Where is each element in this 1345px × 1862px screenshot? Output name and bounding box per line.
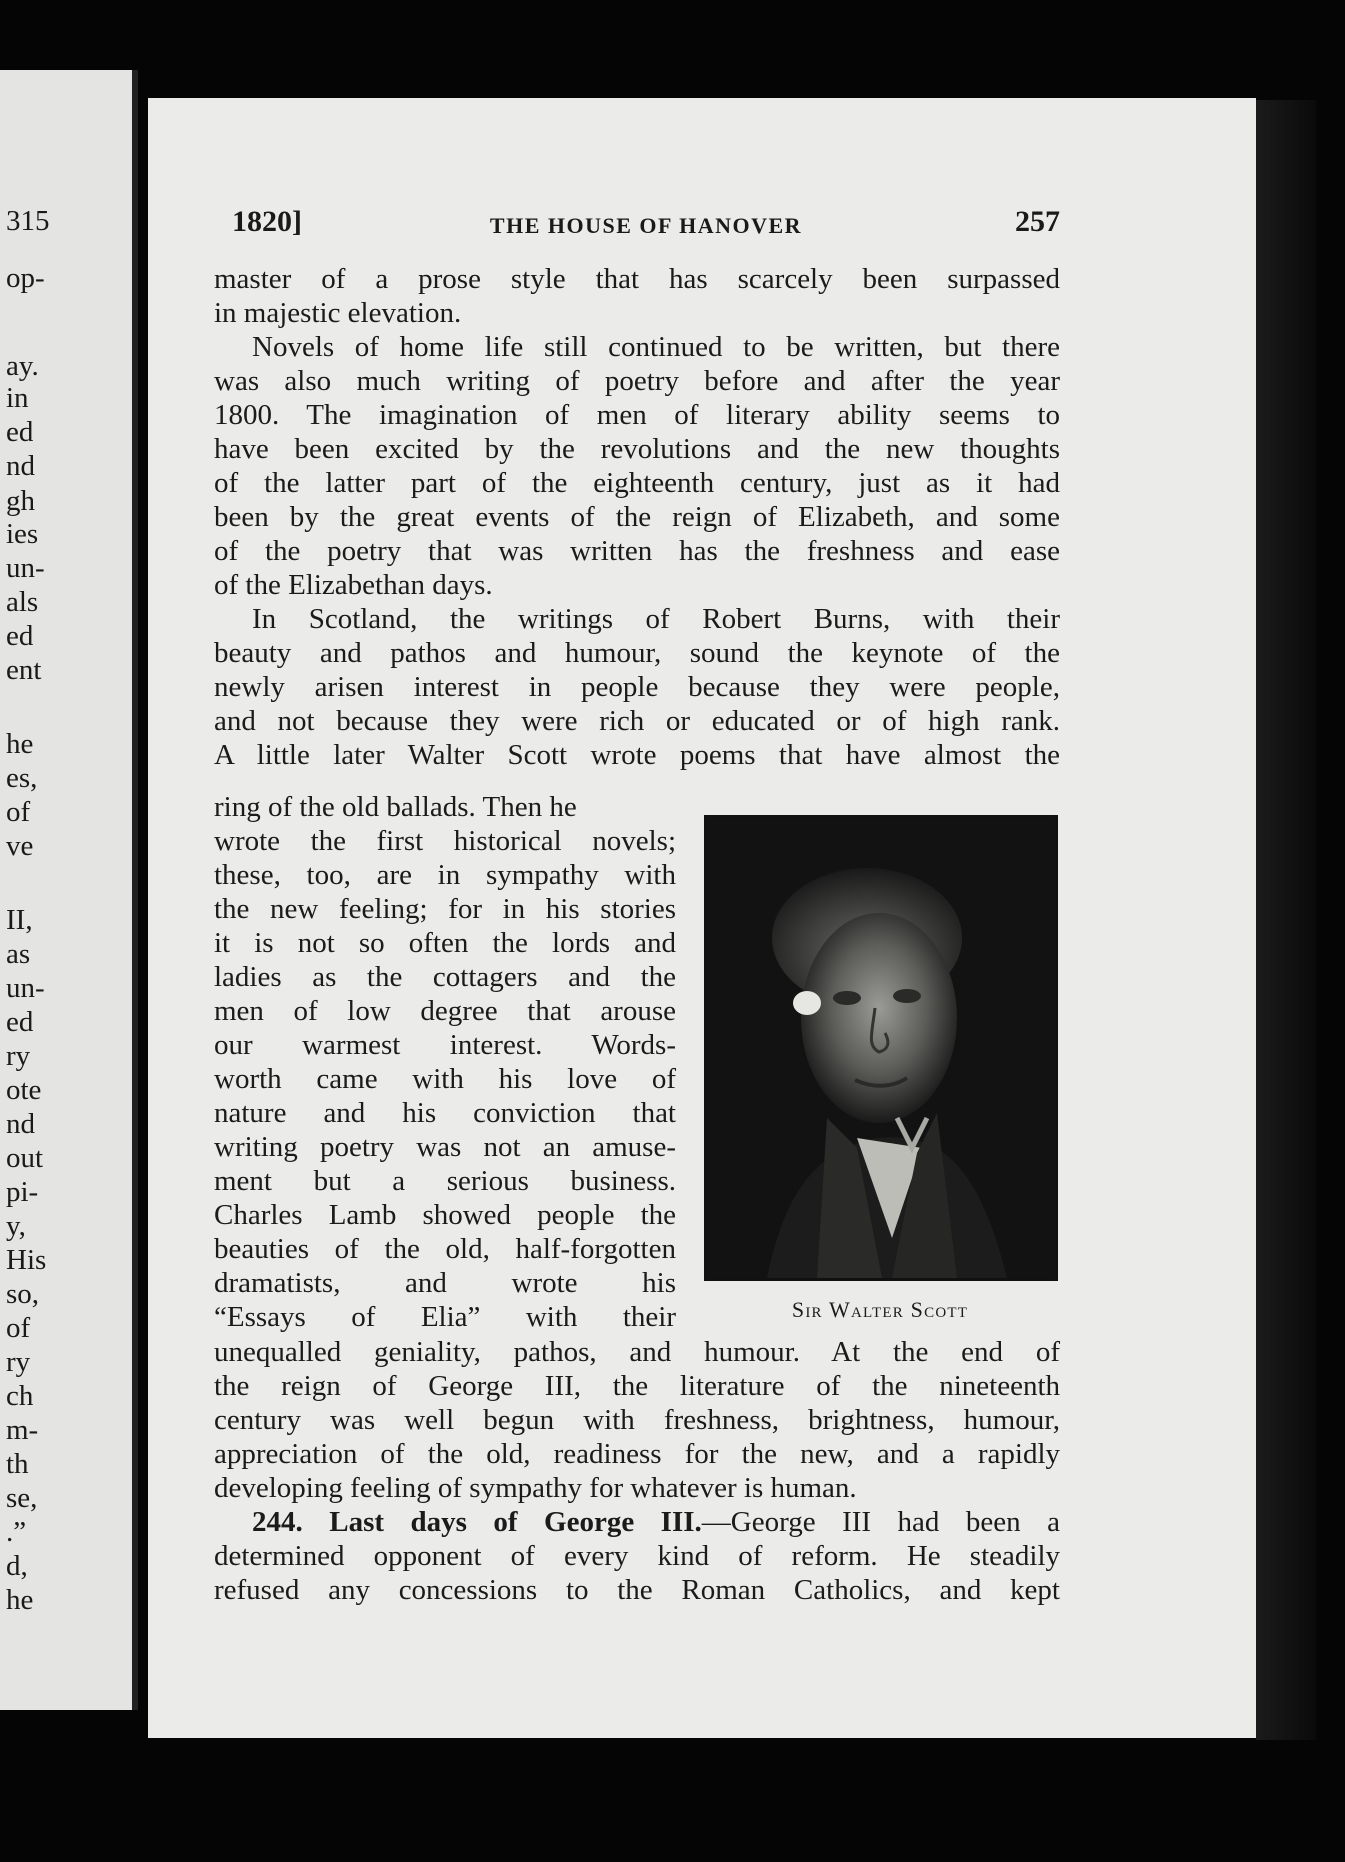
body-text-bottom (214, 1335, 1060, 1607)
text-line: beauty and pathos and humour, sound the keynote of the (214, 637, 1060, 669)
text-line: of the Elizabethan days. (214, 569, 493, 601)
left-page-fragment: he (6, 728, 34, 760)
text-line: worth came with his love of (214, 1063, 676, 1095)
left-page-fragment: ch (6, 1380, 34, 1412)
text-line: ment but a serious business. (214, 1165, 676, 1197)
left-page-fragment: ve (6, 830, 34, 862)
text-line: wrote the first historical novels; (214, 825, 676, 857)
text-line: beauties of the old, half-forgotten (214, 1233, 676, 1265)
page-edge-shadow (1256, 100, 1316, 1740)
text-line: of the poetry that was written has the freshness and ease (214, 535, 1060, 567)
text-line: Novels of home life still continued to be written, but there (252, 331, 1060, 363)
left-page-fragment: His (6, 1244, 47, 1276)
text-line: determined opponent of every kind of reform. He steadily (214, 1540, 1060, 1572)
text-line: the new feeling; for in his stories (214, 893, 676, 925)
text-line: it is not so often the lords and (214, 927, 676, 959)
left-page-fragment: 315 (6, 205, 50, 237)
text-line: master of a prose style that has scarcely been surpassed (214, 263, 1060, 295)
left-page-fragment: ed (6, 416, 34, 448)
text-line: “Essays of Elia” with their (214, 1301, 676, 1333)
text-line: of the latter part of the eighteenth century, just as it had (214, 467, 1060, 499)
section-heading-continuation: —George III had been a (701, 1506, 1060, 1538)
left-page-fragment: .” (6, 1516, 27, 1548)
section-heading: Last days of George III. (329, 1506, 702, 1538)
left-page-fragment: als (6, 586, 39, 618)
text-line: men of low degree that arouse (214, 995, 676, 1027)
text-line: refused any concessions to the Roman Catholics, and kept (214, 1574, 1060, 1606)
left-page-fragment: ry (6, 1346, 31, 1378)
left-page-fragment: m- (6, 1414, 39, 1446)
portrait-image (704, 815, 1058, 1281)
header-title: THE HOUSE OF HANOVER (489, 213, 803, 238)
left-page-fragment: nd (6, 1108, 35, 1140)
left-page-fragment: nd (6, 450, 35, 482)
text-line: ring of the old ballads. Then he (214, 791, 577, 823)
header-year: 1820] (232, 205, 302, 238)
body-text-wrapped (214, 790, 676, 1334)
body-text-top (214, 262, 1060, 772)
running-header (232, 205, 1060, 245)
text-line: dramatists, and wrote his (214, 1267, 676, 1299)
left-page-fragment: ed (6, 1006, 34, 1038)
left-page-fragment: pi- (6, 1176, 39, 1208)
left-page-fragment: un- (6, 552, 45, 584)
left-page-fragment: as (6, 938, 31, 970)
text-line: was also much writing of poetry before and after the year (214, 365, 1060, 397)
text-line: In Scotland, the writings of Robert Burns, with their (252, 603, 1060, 635)
left-page-fragment: d, (6, 1550, 28, 1582)
text-line: and not because they were rich or educated or of high rank. (214, 705, 1060, 737)
text-line: developing feeling of sympathy for whatever is human. (214, 1472, 857, 1504)
left-page-fragment: in (6, 382, 29, 414)
figure-caption: Sir Walter Scott (791, 1297, 969, 1322)
left-page-fragment: th (6, 1448, 29, 1480)
text-line: in majestic elevation. (214, 297, 462, 329)
text-line: unequalled geniality, pathos, and humour. At the end of (214, 1336, 1060, 1368)
left-page-fragment: op- (6, 262, 45, 294)
text-line: century was well begun with freshness, brightness, humour, (214, 1404, 1060, 1436)
left-page-fragment: he (6, 1584, 34, 1616)
text-line: have been excited by the revolutions and the new thoughts (214, 433, 1060, 465)
section-heading-line (214, 1505, 1060, 1539)
page-number: 257 (1015, 205, 1060, 238)
text-line: appreciation of the old, readiness for the new, and a rapidly (214, 1438, 1060, 1470)
left-page-fragment: es, (6, 762, 38, 794)
text-line: been by the great events of the reign of Elizabeth, and some (214, 501, 1060, 533)
left-page-fragment: ote (6, 1074, 42, 1106)
text-line: our warmest interest. Words- (214, 1029, 676, 1061)
text-line: A little later Walter Scott wrote poems that have almost the (214, 739, 1060, 771)
text-line: 1800. The imagination of men of literary ability seems to (214, 399, 1060, 431)
text-line: the reign of George III, the literature of the nineteenth (214, 1370, 1060, 1402)
text-line: Charles Lamb showed people the (214, 1199, 676, 1231)
left-page-fragment: ay. (6, 350, 39, 382)
left-page-fragment: ies (6, 518, 39, 550)
text-line: ladies as the cottagers and the (214, 961, 676, 993)
left-page-fragment: ed (6, 620, 34, 652)
text-line: these, too, are in sympathy with (214, 859, 676, 891)
left-page-fragment: so, (6, 1278, 40, 1310)
text-line: nature and his conviction that (214, 1097, 676, 1129)
left-page-fragment: y, (6, 1210, 26, 1242)
left-page-fragment: of (6, 1312, 31, 1344)
text-line: newly arisen interest in people because they were people, (214, 671, 1060, 703)
left-page-fragment: of (6, 796, 31, 828)
left-page-fragment: un- (6, 972, 45, 1004)
section-number: 244. (252, 1506, 303, 1538)
left-page-fragment: se, (6, 1482, 38, 1514)
left-page-fragment: ent (6, 654, 42, 686)
left-page-fragment: ry (6, 1040, 31, 1072)
text-line: writing poetry was not an amuse- (214, 1131, 676, 1163)
left-page-fragment: out (6, 1142, 44, 1174)
portrait-illustration (707, 818, 1055, 1278)
left-page-fragment: II, (6, 904, 33, 936)
left-page-fragment: gh (6, 485, 35, 517)
